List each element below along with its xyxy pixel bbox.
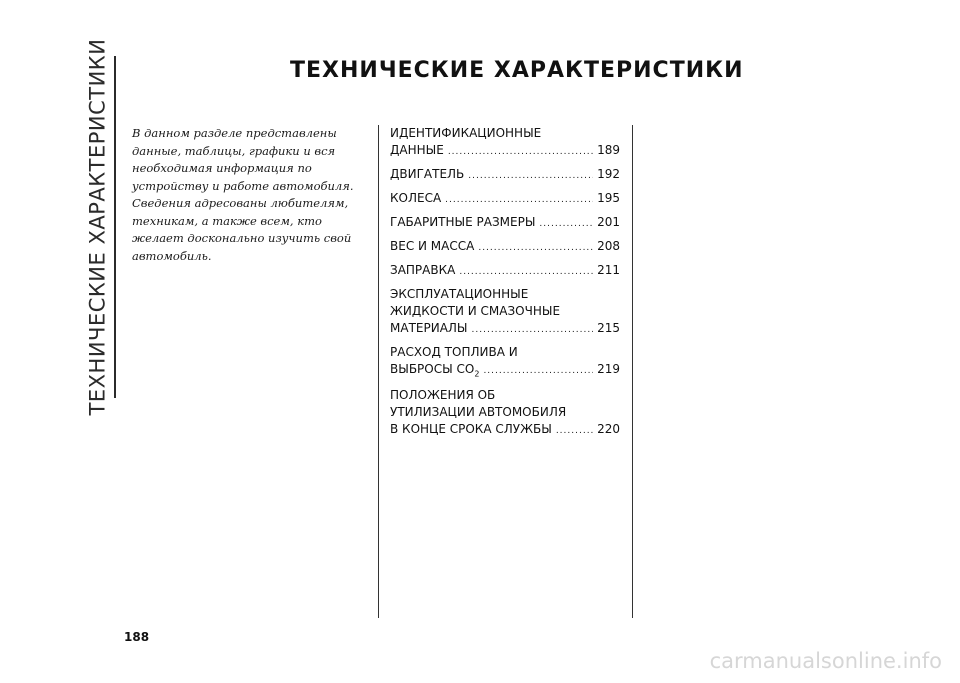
toc-entry[interactable] — [390, 344, 620, 382]
column-divider-left — [378, 125, 379, 618]
toc-entry-label-text: КОЛЕСА — [390, 191, 442, 205]
toc-entry[interactable] — [390, 262, 620, 281]
toc-entry[interactable] — [390, 387, 620, 440]
toc-entry-label-line: ПОЛОЖЕНИЯ ОБ — [390, 388, 496, 403]
toc-page-number: 192 — [597, 167, 620, 181]
table-of-contents — [390, 125, 620, 445]
toc-entry-label — [390, 238, 474, 255]
side-chapter-tab — [82, 38, 112, 416]
toc-leader-dots — [556, 423, 593, 440]
side-divider — [114, 56, 116, 398]
toc-entry-label — [390, 262, 455, 279]
toc-leader-dots — [459, 264, 593, 281]
toc-entry[interactable] — [390, 125, 620, 161]
toc-leader-dots — [472, 322, 594, 339]
page-number: 188 — [124, 630, 150, 644]
toc-entry[interactable] — [390, 286, 620, 339]
toc-leader-dots — [468, 168, 593, 185]
intro-paragraph: В данном разделе представлены данные, таблицы, графики и вся необходимая информация по устройству и работе автомобиля. Сведения адресованы любителям, техникам, а также всем, кто желает досконально изучить свой автомобиль. — [132, 126, 354, 263]
toc-entry[interactable] — [390, 166, 620, 185]
toc-entry-label-text: МАТЕРИАЛЫ — [390, 321, 468, 335]
toc-entry-label-text: ВЫБРОСЫ CO — [390, 362, 475, 376]
toc-entry-label-line: УТИЛИЗАЦИИ АВТОМОБИЛЯ — [390, 405, 567, 420]
toc-entry-label — [390, 142, 444, 159]
toc-page-number: 189 — [597, 143, 620, 157]
toc-entry-label-line: РАСХОД ТОПЛИВА И — [390, 345, 518, 359]
toc-entry[interactable] — [390, 214, 620, 233]
page-title: ТЕХНИЧЕСКИЕ ХАРАКТЕРИСТИКИ — [290, 58, 744, 83]
toc-page-number: 195 — [597, 191, 620, 205]
toc-entry-subscript: 2 — [474, 369, 480, 379]
toc-entry-label-text: ДАННЫЕ — [390, 143, 444, 157]
column-divider-right — [632, 125, 633, 618]
toc-page-number: 208 — [597, 239, 620, 253]
toc-entry-label — [390, 361, 479, 382]
toc-entry-label-text: ГАБАРИТНЫЕ РАЗМЕРЫ — [390, 215, 536, 229]
toc-entry-label-text: ЗАПРАВКА — [390, 263, 456, 277]
toc-leader-dots — [445, 192, 593, 209]
toc-leader-dots — [483, 363, 593, 380]
toc-page-number: 211 — [597, 263, 620, 277]
toc-entry-label — [390, 190, 441, 207]
toc-entry-label-text: ВЕС И МАССА — [390, 239, 475, 253]
toc-entry-label-text: В КОНЦЕ СРОКА СЛУЖБЫ — [390, 422, 552, 437]
toc-leader-dots — [539, 216, 593, 233]
side-chapter-label: ТЕХНИЧЕСКИЕ ХАРАКТЕРИСТИКИ — [85, 38, 110, 416]
toc-entry-label-line: ИДЕНТИФИКАЦИОННЫЕ — [390, 126, 542, 140]
toc-entry-label-line: ЖИДКОСТИ И СМАЗОЧНЫЕ — [390, 304, 561, 318]
toc-leader-dots — [448, 144, 593, 161]
toc-entry-label — [390, 320, 468, 337]
toc-entry-label — [390, 166, 464, 183]
watermark: carmanualsonline.info — [709, 649, 942, 673]
toc-entry[interactable] — [390, 190, 620, 209]
toc-leader-dots — [478, 240, 593, 257]
toc-entry-label-text: ДВИГАТЕЛЬ — [390, 167, 465, 181]
toc-entry-label — [390, 421, 552, 438]
toc-page-number: 201 — [597, 215, 620, 229]
toc-entry-label — [390, 214, 535, 231]
toc-page-number: 220 — [597, 422, 620, 437]
toc-page-number: 215 — [597, 321, 620, 335]
toc-entry[interactable] — [390, 238, 620, 257]
toc-entry-label-line: ЭКСПЛУАТАЦИОННЫЕ — [390, 287, 529, 301]
toc-page-number: 219 — [597, 362, 620, 376]
